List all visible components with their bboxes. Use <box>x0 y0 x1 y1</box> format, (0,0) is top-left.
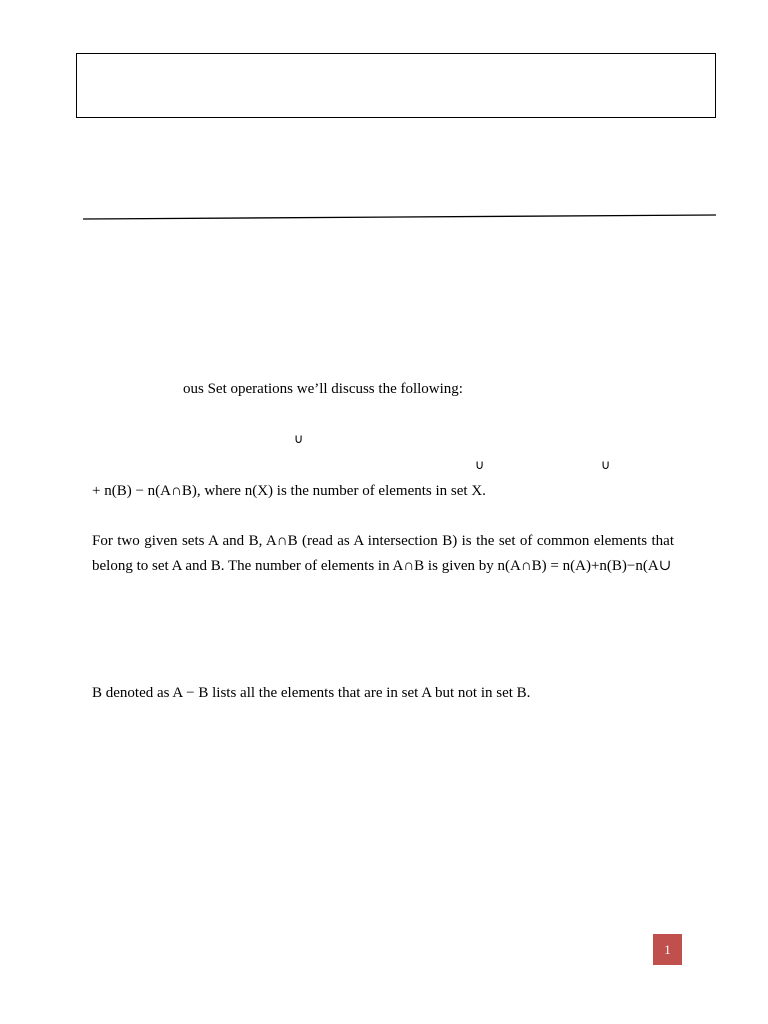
union-formula-line: + n(B) − n(A∩B), where n(X) is the number of elements in set X. <box>92 483 486 499</box>
intro-line: ous Set operations we’ll discuss the following: <box>183 381 463 397</box>
union-symbol: ∪ <box>475 458 485 473</box>
title-box <box>76 53 716 118</box>
page-number: 1 <box>664 941 671 957</box>
union-symbol: ∪ <box>294 432 304 447</box>
difference-line: B denoted as A − B lists all the elements that are in set A but not in set B. <box>92 685 531 701</box>
page-number-badge <box>653 934 682 965</box>
intersection-paragraph: For two given sets A and B, A∩B (read as A intersection B) is the set of common elements that belong to set A and B. The number of elements in A∩B is given by n(A∩B) = n(A)+n(B)−n(A∪ <box>92 533 674 574</box>
union-symbol: ∪ <box>601 458 611 473</box>
